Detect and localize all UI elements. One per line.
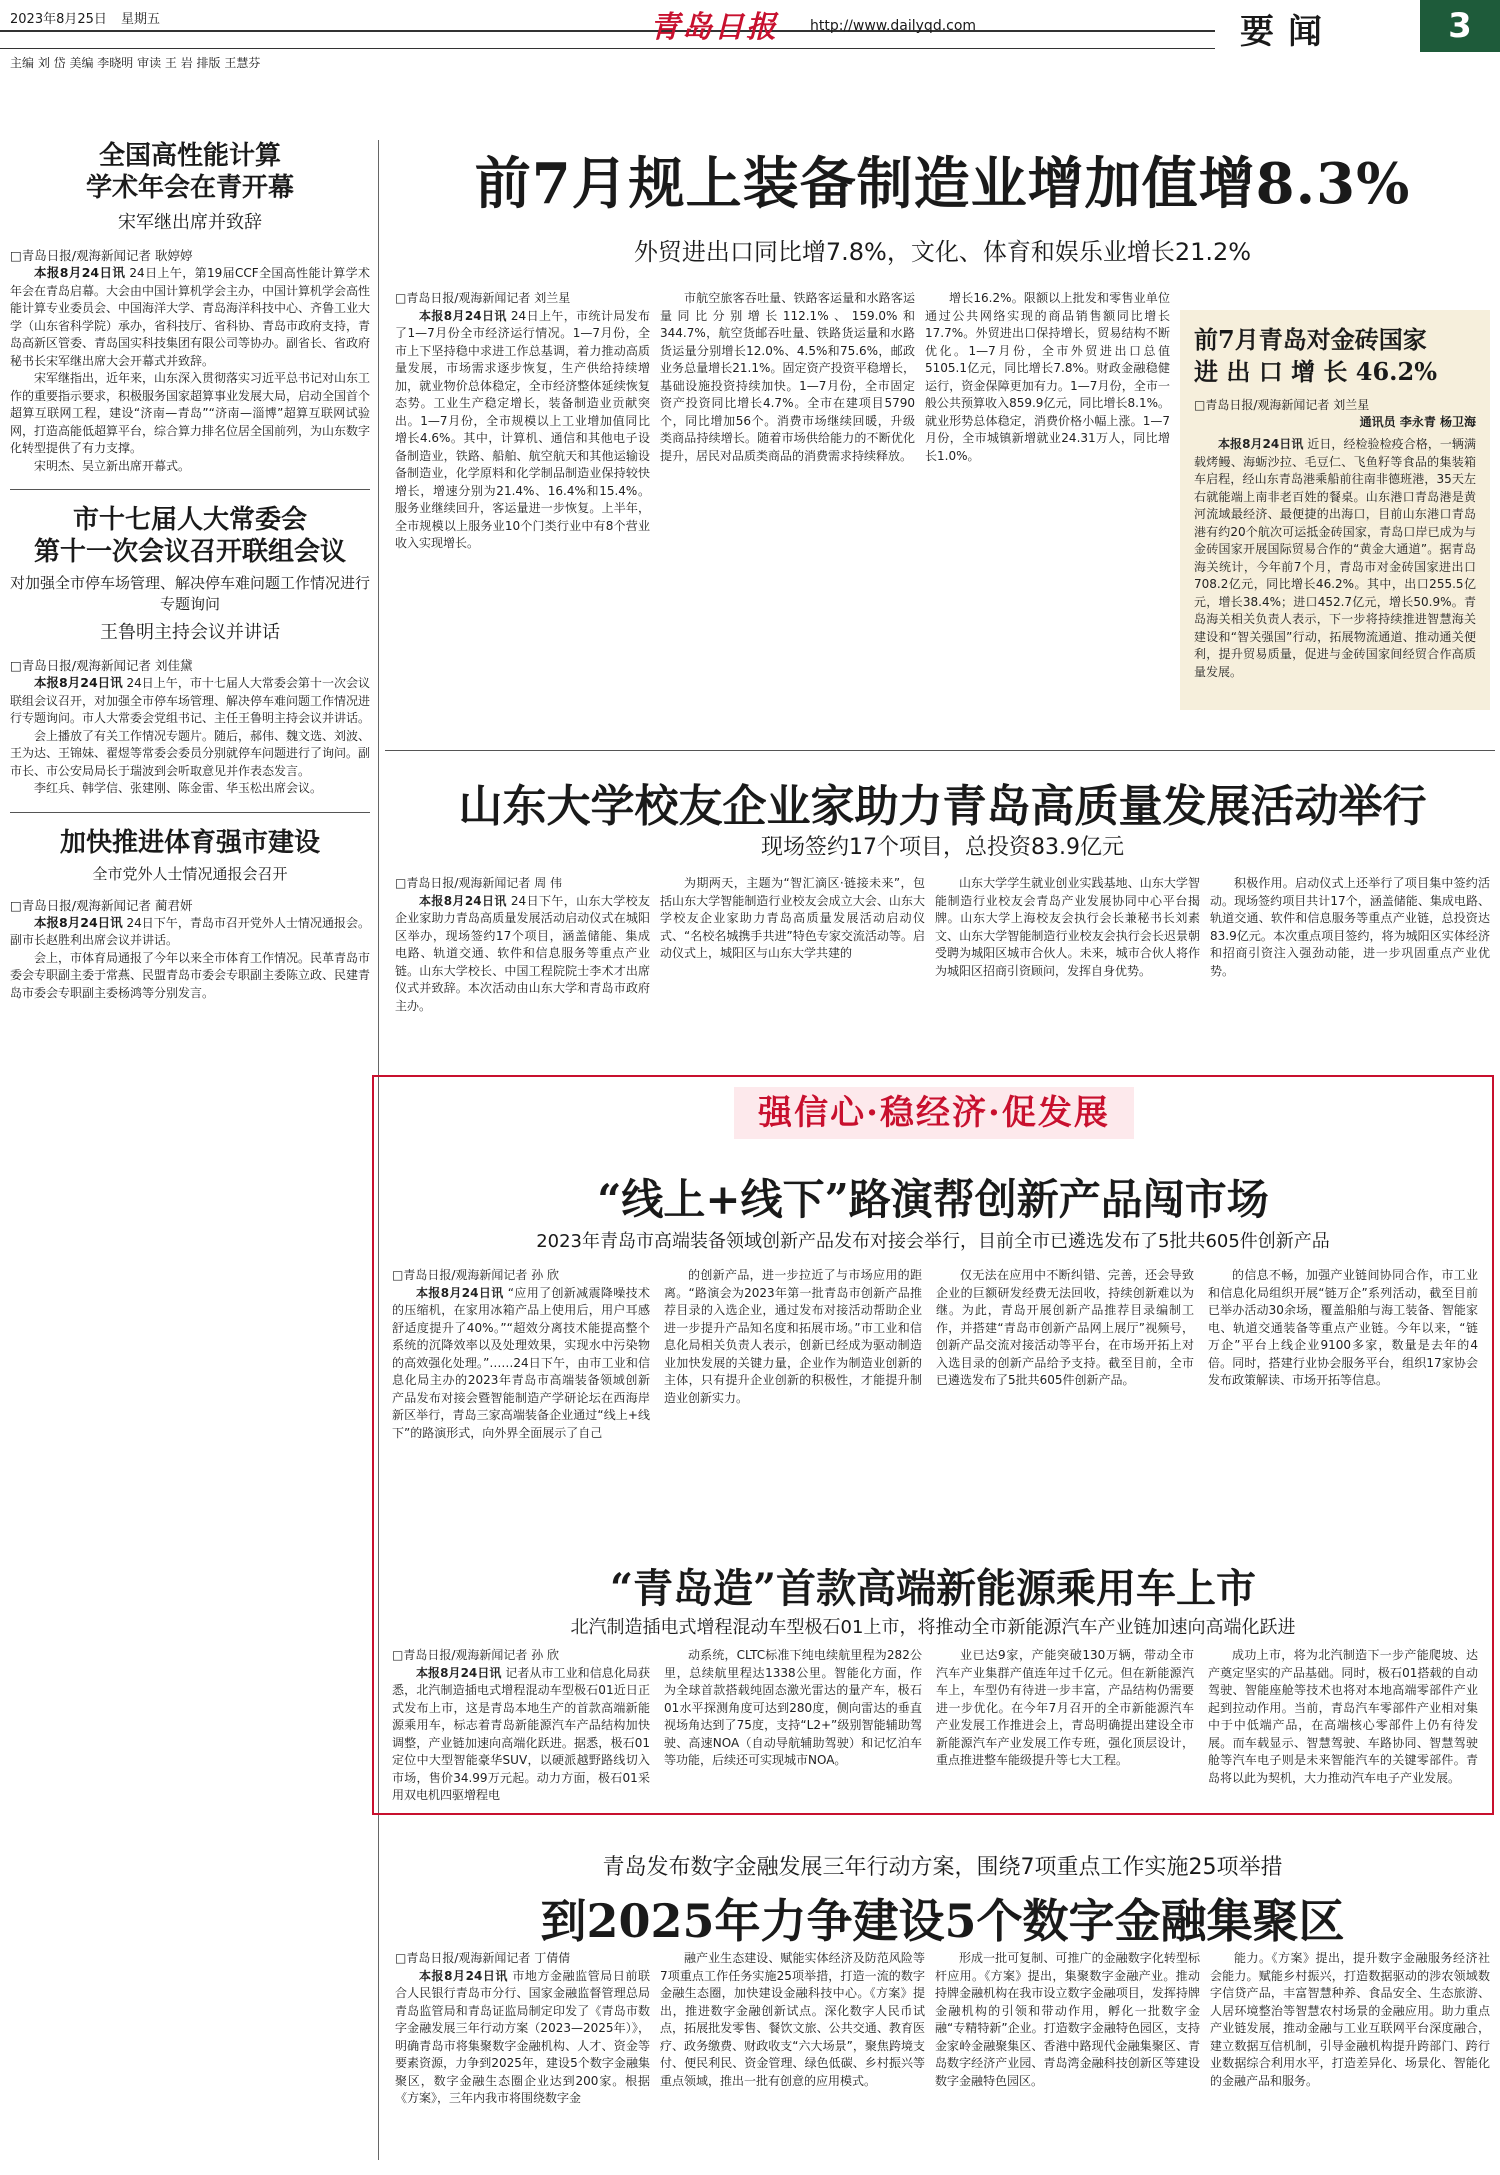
sdu-column-4	[1210, 875, 1490, 1055]
header-rule	[0, 48, 1215, 49]
dateline: 本报8月24日讯	[419, 308, 507, 323]
fintech-column-1	[395, 1950, 650, 2165]
paragraph: 仅无法在应用中不断纠错、完善，还会导致企业的巨额研发经费无法回收，持续创新难以为继。为此，青岛开展创新产品推荐目录编制工作，并搭建“青岛市创新产品网上展厅”视频号，创新产品交流对接活动等平台，在市场开拓上对入选目录的创新产品给予支持。截至目前，全市已遴选发布了5批共605件创新产品。	[936, 1268, 1194, 1387]
main-column-2	[660, 290, 915, 730]
sdu-column-2	[660, 875, 925, 1055]
story-subtitle: 对加强全市停车场管理、解决停车难问题工作情况进行专题询问	[10, 574, 371, 613]
paragraph: 的创新产品，进一步拉近了与市场应用的距离。“路演会为2023年第一批青岛市创新产品推荐目录的入选企业，通过发布对接活动帮助企业进一步提升产品知名度和拓展市场。”市工业和信息化局相关负责人表示，创新已经成为驱动制造业加快发展的关键力量，企业作为制造业创新的主体，只有提升企业创新的积极性，才能提升制造业创新实力。	[664, 1268, 922, 1405]
dateline: 本报8月24日讯	[419, 893, 507, 908]
fintech-headline: 到2025年力争建设5个数字金融集聚区	[540, 1894, 1345, 1948]
divider	[10, 489, 370, 490]
story-subtitle: 王鲁明主持会议并讲话	[100, 622, 280, 643]
story-subtitle: 全市党外人士情况通报会召开	[92, 864, 288, 883]
paragraph: 近日，经检验检疫合格，一辆满载烤鳗、海蛎沙拉、毛豆仁、飞鱼籽等食品的集装箱车启程，经山东青岛港乘船前往南非德班港，35天左右就能端上南非老百姓的餐桌。山东港口青岛港是黄河流域最经济、最便捷的出海口，目前山东港口青岛港有约20个航次可运抵金砖国家，青岛口岸已成为与金砖国家开展国际贸易合作的“黄金大通道”。据青岛海关统计，今年前7个月，青岛市对金砖国家进出口708.2亿元，同比增长46.2%。其中，出口255.5亿元，增长38.4%；进口452.7亿元，增长50.9%。青岛海关相关负责人表示，下一步将持续推进智慧海关建设和“智关强国”行动，拓展物流通道、推动通关便利，提升贸易质量，促进与金砖国家间经贸合作高质量发展。	[1194, 437, 1476, 679]
dateline: 本报8月24日讯	[34, 675, 123, 690]
nev-column-1	[392, 1647, 650, 1807]
divider	[10, 812, 370, 813]
byline: 通讯员 李永青 杨卫海	[1359, 415, 1476, 429]
side-title: 前7月青岛对金砖国家	[1194, 325, 1427, 354]
divider	[385, 750, 1495, 751]
roadshow-column-1	[392, 1267, 650, 1537]
paragraph: 形成一批可复制、可推广的金融数字化转型标杆应用。《方案》提出，集聚数字金融产业。推动持牌金融机构在我市设立数字金融项目，发挥持牌金融机构的引领和带动作用，孵化一批数字金融“专精特新”企业。打造数字金融特色园区，支持金家岭金融聚集区、香港中路现代金融集聚区、青岛数字经济产业园、青岛湾金融科技创新区等建设数字金融特色园区。	[935, 1951, 1200, 2088]
fintech-column-4	[1210, 1950, 1490, 2165]
paragraph: 成功上市，将为北汽制造下一步产能爬坡、达产奠定坚实的产品基础。同时，极石01搭载的自动驾驶、智能座舱等技术也将对本地高端零部件产业起到拉动作用。当前，青岛汽车零部件产业相对集中于中低端产品，在高端核心零部件上仍有待发展。而车载显示、智慧驾驶、车路协同、智慧驾驶舱等汽车电子则是未来智能汽车的关键零部件。青岛将以此为契机，大力推动汽车电子产业发展。	[1208, 1648, 1478, 1785]
paragraph: 市地方金融监管局日前联合人民银行青岛市分行、国家金融监督管理总局青岛监管局和青岛证监局制定印发了《青岛市数字金融发展三年行动方案（2023—2025年）》，明确青岛市将集聚数字金融机构、人才、资金等要素资源，力争到2025年，建设5个数字金融集聚区，数字金融生态圈企业达到200家。根据《方案》，三年内我市将围绕数字金	[395, 1968, 650, 2105]
newspaper-logo: 青岛日报	[650, 10, 778, 45]
section-banner: 强信心·稳经济·促发展	[734, 1087, 1134, 1139]
sdu-headline: 山东大学校友企业家助力青岛高质量发展活动举行	[458, 781, 1427, 832]
byline: □青岛日报/观海新闻记者 周 伟	[395, 876, 563, 890]
sdu-column-1	[395, 875, 650, 1055]
byline: □青岛日报/观海新闻记者 刘兰星	[1194, 398, 1370, 412]
story-body	[10, 674, 370, 798]
side-body	[1194, 436, 1476, 711]
nev-subheadline: 北汽制造插电式增程混动车型极石01上市，将推动全市新能源汽车产业链加速向高端化跃进	[570, 1617, 1296, 1638]
byline: □青岛日报/观海新闻记者 刘兰星	[395, 291, 571, 305]
date-text: 2023年8月25日	[10, 12, 107, 27]
dateline: 本报8月24日讯	[34, 914, 123, 930]
sdu-column-3	[935, 875, 1200, 1055]
story-title: 第十一次会议召开联组会议	[33, 537, 346, 567]
issue-date	[10, 8, 170, 27]
byline: □青岛日报/观海新闻记者 孙 欣	[392, 1268, 560, 1282]
paragraph: 动系统，CLTC标准下纯电续航里程为282公里，总续航里程达1338公里。智能化方面，作为全球首款搭载纯固态激光雷达的量产车，极石01水平探测角度可达到280度，侧向雷达的垂直视场角达到了75度，支持“L2+”级别智能辅助驾驶、高速NOA（自动导航辅助驾驶）和记忆泊车等功能，后续还可实现城市NOA。	[664, 1648, 922, 1767]
special-section-box	[372, 1075, 1494, 1815]
paragraph: 业已达9家，产能突破130万辆，带动全市汽车产业集群产值连年过千亿元。但在新能源汽车上，车型仍有待进一步丰富，产品结构仍需要进一步优化。在今年7月召开的全市新能源汽车产业发展工作推进会上，青岛明确提出建设全市新能源汽车产业发展工作专班，强化顶层设计，重点推进整车能级提升等七大工程。	[936, 1648, 1194, 1767]
story-npc-meeting	[10, 504, 370, 798]
main-column-3	[925, 290, 1170, 730]
paragraph: 为期两天，主题为“智汇滴区·链接未来”，包括山东大学智能制造行业校友会成立大会、山东大学校友企业家助力青岛高质量发展活动启动仪式、“名校名城携手共进”特色专家交流活动等。启动仪式上，城阳区与山东大学共建的	[660, 876, 925, 960]
roadshow-subheadline: 2023年青岛市高端装备领域创新产品发布对接会举行，目前全市已遴选发布了5批共605件创新产品	[536, 1231, 1330, 1252]
weekday-text: 星期五	[121, 12, 161, 27]
byline: □青岛日报/观海新闻记者 蔺君妍	[10, 897, 193, 913]
roadshow-column-3	[936, 1267, 1194, 1537]
paragraph: 会上播放了有关工作情况专题片。随后，郝伟、魏文选、刘波、王为达、王锦妹、翟煜等常委会委员分别就停车问题进行了询问。副市长、市公安局局长于瑞波到会听取意见并作表态发言。	[10, 728, 371, 778]
story-title: 市十七届人大常委会	[72, 505, 307, 535]
nev-column-3	[936, 1647, 1194, 1807]
story-hpc-conference	[10, 140, 370, 475]
paragraph: 积极作用。启动仪式上还举行了项目集中签约活动。现场签约项目共计17个，涵盖储能、集成电路、轨道交通、软件和信息服务等重点产业链，总投资达83.9亿元。本次重点项目签约，将为城阳区实体经济和招商引资注入强劲动能，进一步巩固重点产业优势。	[1210, 876, 1490, 978]
paragraph: 增长16.2%。限额以上批发和零售业单位通过公共网络实现的商品销售额同比增长17.7%。外贸进出口保持增长，贸易结构不断优化。1—7月份，全市外贸进出口总值5105.1亿元，同比增长7.8%。财政金融稳健运行，资金保障更加有力。1—7月份，全市一般公共预算收入859.9亿元，同比增长8.1%。就业形势总体稳定，消费价格小幅上涨。1—7月份，全市城镇新增就业24.31万人，同比增长1.0%。	[925, 291, 1170, 463]
story-sports-city	[10, 827, 370, 1003]
fintech-column-2	[660, 1950, 925, 2165]
main-subheadline: 外贸进出口同比增7.8%，文化、体育和娱乐业增长21.2%	[633, 238, 1252, 266]
story-title: 加快推进体育强市建设	[59, 827, 320, 858]
paragraph: 24日下午，山东大学校友企业家助力青岛高质量发展活动启动仪式在城阳区举办，现场签约17个项目，涵盖储能、集成电路、轨道交通、软件和信息服务等重点产业链。山东大学校长、中国工程院院士李术才出席仪式并致辞。本次活动由山东大学和青岛市政府主办。	[395, 893, 650, 1013]
header-rule	[0, 30, 1215, 32]
roadshow-column-2	[664, 1267, 922, 1537]
byline: □青岛日报/观海新闻记者 孙 欣	[392, 1648, 560, 1662]
section-title: 要闻	[1240, 12, 1336, 52]
fintech-subheadline: 青岛发布数字金融发展三年行动方案，围绕7项重点工作实施25项举措	[602, 1855, 1283, 1880]
byline: □青岛日报/观海新闻记者 丁倩倩	[395, 1951, 571, 1965]
page-number: 3	[1420, 0, 1500, 52]
sidebar-brics-trade	[1180, 310, 1490, 710]
paragraph: 会上，市体育局通报了今年以来全市体育工作情况。民革青岛市委会专职副主委于常燕、民盟青岛市委会专职副主委陈立政、民建青岛市委会专职副主委杨鸿等分别发言。	[10, 950, 371, 1000]
fintech-column-3	[935, 1950, 1200, 2165]
story-body	[10, 914, 370, 1003]
masthead	[0, 0, 1500, 68]
paragraph: 记者从市工业和信息化局获悉，北汽制造插电式增程混动车型极石01近日正式发布上市，这是青岛本地生产的首款高端新能源乘用车，标志着青岛新能源汽车产品结构加快调整，产业链加速向高端化跃进。据悉，极石01定位中大型智能豪华SUV，以硬派越野路线切入市场，售价34.99万元起。动力方面，极石01采用双电机四驱增程电	[392, 1665, 650, 1802]
paragraph: 市航空旅客吞吐量、铁路客运量和水路客运量同比分别增长112.1%、159.0%和344.7%，航空货邮吞吐量、铁路货运量和水路货运量分别增长12.0%、4.5%和75.6%，邮政业务总量增长21.1%。固定资产投资平稳增长，基础设施投资持续加快。1—7月份，全市固定资产投资同比增长4.7%。全市在建项目5790个，同比增加56个。消费市场继续回暖，升级类商品持续增长。随着市场供给能力的不断优化提升，居民对品质类商品的消费需求持续释放。	[660, 291, 915, 463]
paragraph: 24日下午，青岛市召开党外人士情况通报会。副市长赵胜利出席会议并讲话。	[10, 915, 370, 947]
byline: □青岛日报/观海新闻记者 刘佳黛	[10, 658, 193, 673]
dateline: 本报8月24日讯	[419, 1968, 508, 1983]
side-title: 进 出 口 增 长 46.2%	[1194, 357, 1438, 386]
left-column	[10, 140, 370, 2160]
story-body	[10, 264, 370, 475]
paragraph: 的信息不畅，加强产业链间协同合作，市工业和信息化局组织开展“链万企”系列活动，截至目前已举办活动30余场，覆盖船舶与海工装备、智能家电、轨道交通装备等重点产业链。今年以来，“链万企”平台上线企业9100多家，数量是去年的4倍。同时，搭建行业协会服务平台，组织17家协会发布政策解读、市场开拓等信息。	[1208, 1268, 1478, 1387]
paragraph: 山东大学学生就业创业实践基地、山东大学智能制造行业校友会青岛产业发展协同中心平台揭牌。山东大学上海校友会执行会长兼秘书长刘素文、山东大学智能制造行业校友会执行会长迟景朝受聘为城阳区城市合伙人。未来，城市合伙人将作为城阳区招商引资顾问，发挥自身优势。	[935, 876, 1200, 978]
roadshow-headline: “线上+线下”路演帮创新产品闯市场	[597, 1175, 1269, 1224]
website-url[interactable]: http://www.dailyqd.com	[810, 18, 977, 34]
dateline: 本报8月24日讯	[1218, 437, 1304, 451]
paragraph: 宋军继指出，近年来，山东深入贯彻落实习近平总书记对山东工作的重要指示要求，积极服务国家超算事业发展大局，启动全国首个超算互联网工程，建设“济南—青岛”“济南—淄博”超算互联网试验网，打造高能低超算平台，综合算力排名位居全国前列，为山东数字化转型提供了有力支撑。	[10, 371, 371, 455]
editor-credits: 主编 刘 岱 美编 李晓明 审读 王 岩 排版 王慧芬	[10, 56, 261, 70]
paragraph: 24日上午，第19届CCF全国高性能计算学术年会在青岛启幕。大会由中国计算机学会主办，中国计算机学会高性能计算专业委员会、中国海洋大学、青岛海洋科技中心、齐鲁工业大学（山东省科学院）承办，省科技厅、省科协、青岛市政府支持，青岛高新区管委、青岛国实科技集团有限公司等协办。副省长、省政府秘书长宋军继出席大会开幕式并致辞。	[10, 266, 371, 368]
paragraph: 24日上午，市十七届人大常委会第十一次会议联组会议召开，对加强全市停车场管理、解决停车难问题工作情况进行专题询问。市人大常委会党组书记、主任王鲁明主持会议并讲话。	[10, 676, 371, 725]
nev-column-4	[1208, 1647, 1478, 1807]
byline: □青岛日报/观海新闻记者 耿婷婷	[10, 248, 193, 263]
paragraph: 能力。《方案》提出，提升数字金融服务经济社会能力。赋能乡村振兴，打造数据驱动的涉农领域数字信贷产品，丰富智慧种养、食品安全、生态旅游、人居环境整治等智慧农村场景的金融应用。助力重点产业链发展，推动金融与工业互联网平台深度融合，建立数据互信机制，引导金融机构提升跨部门、跨行业数据综合利用水平，打造差异化、场景化、智能化的金融产品和服务。	[1210, 1951, 1490, 2088]
paragraph: 24日上午，市统计局发布了1—7月份全市经济运行情况。1—7月份，全市上下坚持稳中求进工作总基调，着力推动高质量发展，市场需求逐步恢复，生产供给持续增加，就业物价总体稳定，全市经济整体延续恢复态势。工业生产稳定增长，装备制造业贡献突出。1—7月份，全市规模以上工业增加值同比增长4.6%。其中，计算机、通信和其他电子设备制造业，铁路、船舶、航空航天和其他运输设备制造业，化学原料和化学制品制造业保持较快增长，增速分别为21.4%、16.4%和15.4%。服务业继续回升，客运量进一步恢复。上半年，全市规模以上服务业10个门类行业中有8个营业收入实现增长。	[395, 308, 650, 550]
story-subtitle: 宋军继出席并致辞	[118, 212, 262, 233]
dateline: 本报8月24日讯	[34, 265, 126, 280]
dateline: 本报8月24日讯	[416, 1285, 504, 1300]
paragraph: “应用了创新减震降噪技术的压缩机，在家用冰箱产品上使用后，用户耳感舒适度提升了40%。”“超效分离技术能提高整个系统的沉降效率以及处理效果，实现水中污染物的高效强化处理。”……24日下午，由市工业和信息化局主办的2023年青岛市高端装备领域创新产品发布对接会暨智能制造产学研论坛在西海岸新区举行，青岛三家高端装备企业通过“线上+线下”的路演形式，向外界全面展示了自己	[392, 1285, 650, 1440]
roadshow-column-4	[1208, 1267, 1478, 1537]
main-column-1	[395, 290, 650, 730]
nev-column-2	[664, 1647, 922, 1807]
sdu-subheadline: 现场签约17个项目，总投资83.9亿元	[761, 835, 1124, 860]
nev-headline: “青岛造”首款高端新能源乘用车上市	[609, 1565, 1256, 1612]
paragraph: 融产业生态建设、赋能实体经济及防范风险等7项重点工作任务实施25项举措，打造一流的数字金融生态圈，加快建设金融科技中心。《方案》提出，推进数字金融创新试点。深化数字人民币试点，拓展批发零售、餐饮文旅、公共交通、教育医疗、政务缴费、财政收支“六大场景”，聚焦跨境支付、便民利民、资金管理、绿色低碳、乡村振兴等重点领域，推出一批有创意的应用模式。	[660, 1951, 925, 2088]
paragraph: 李红兵、韩学信、张建刚、陈金雷、华玉松出席会议。	[34, 781, 323, 795]
paragraph: 宋明杰、吴立新出席开幕式。	[34, 458, 191, 473]
main-headline: 前7月规上装备制造业增加值增8.3%	[474, 151, 1411, 217]
story-title: 全国高性能计算	[98, 141, 281, 171]
dateline: 本报8月24日讯	[416, 1665, 502, 1680]
story-title: 学术年会在青开幕	[85, 173, 294, 203]
